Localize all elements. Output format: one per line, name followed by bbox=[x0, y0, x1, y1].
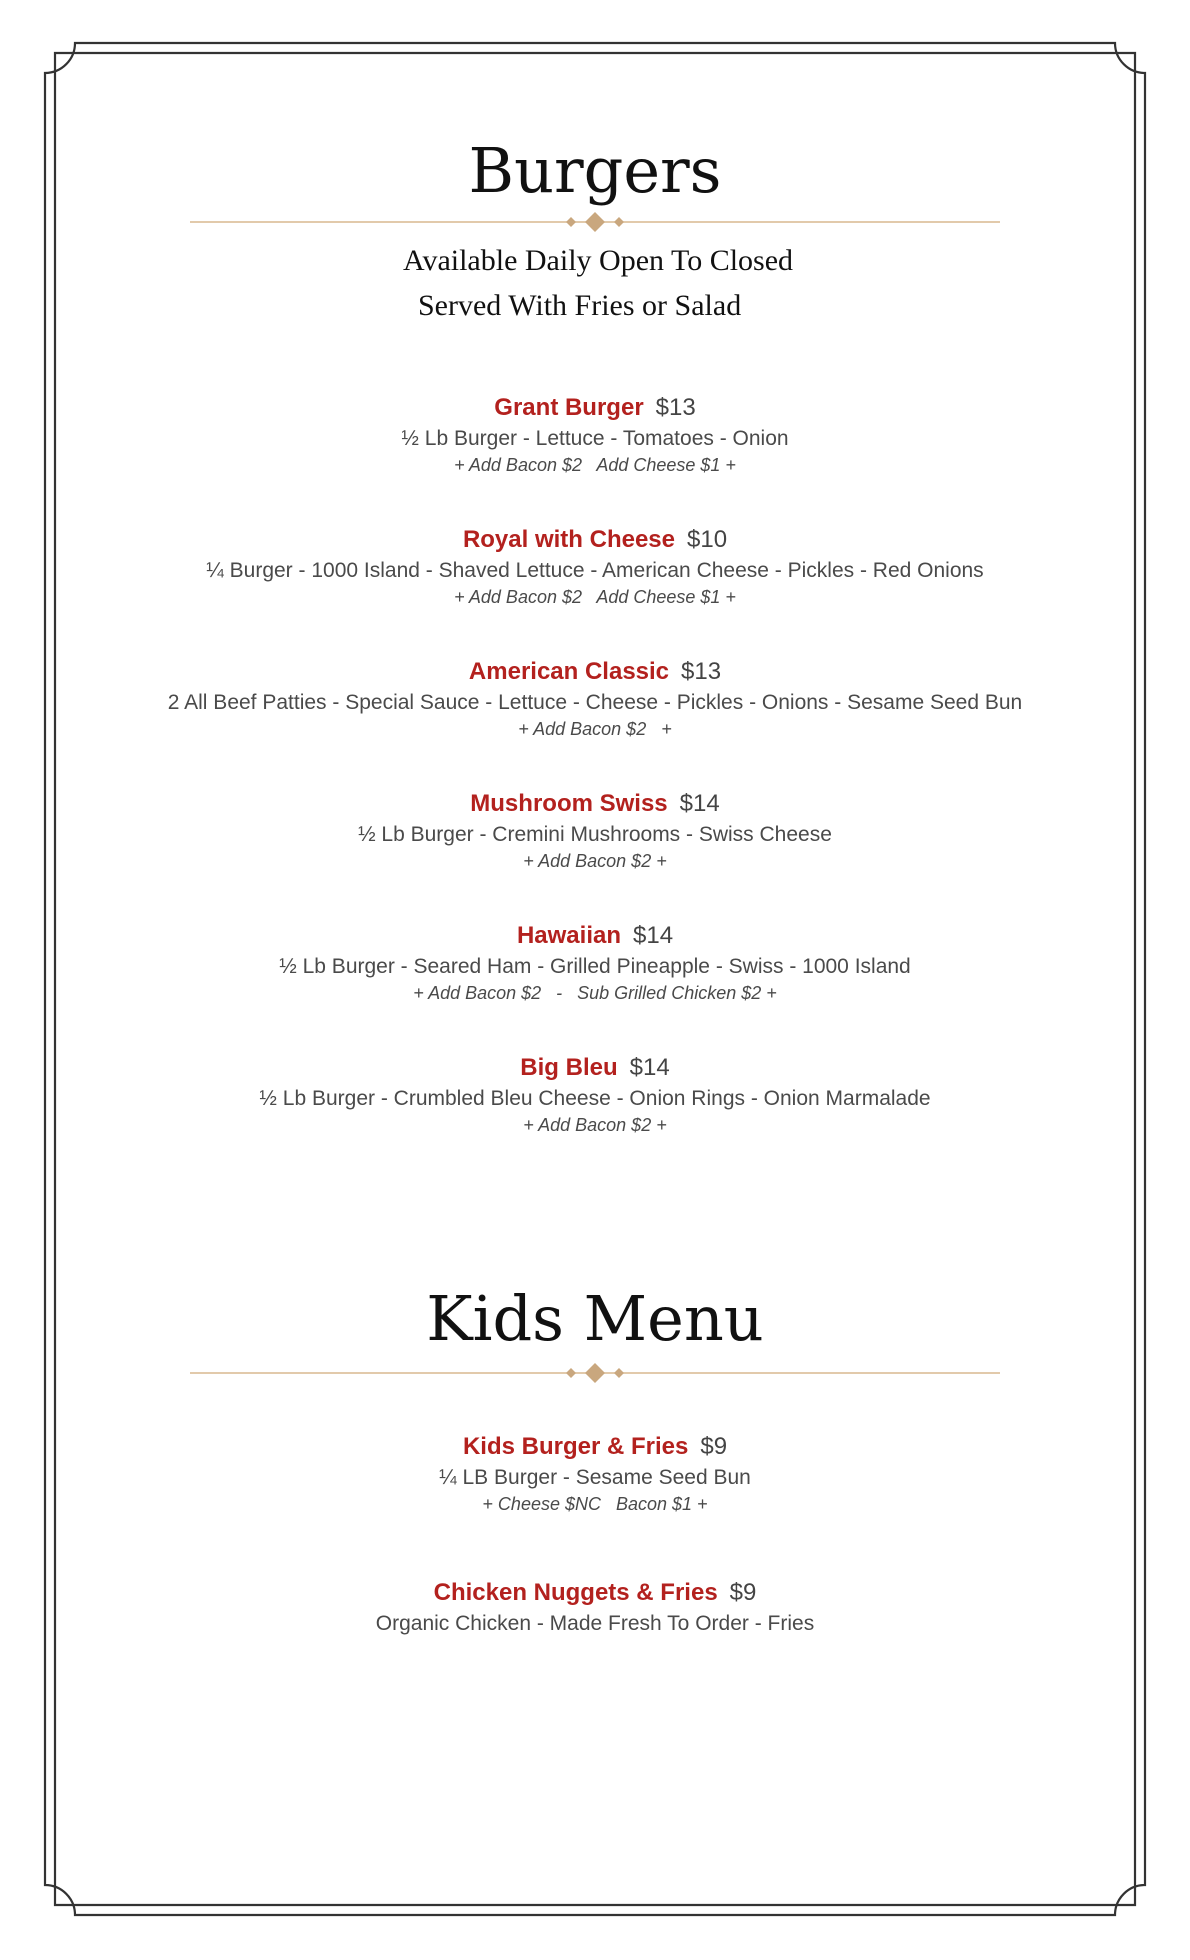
item-price: $14 bbox=[629, 1054, 670, 1081]
item-name: Big Bleu bbox=[520, 1054, 618, 1081]
item-addons: + Cheese $NC Bacon $1 + bbox=[482, 1494, 708, 1514]
item-addons: + Add Bacon $2 Add Cheese $1 + bbox=[454, 455, 736, 475]
item-addons: + Add Bacon $2 - Sub Grilled Chicken $2 + bbox=[413, 983, 777, 1003]
item-name: Kids Burger & Fries bbox=[462, 1433, 689, 1460]
menu-item-royal-with-cheese bbox=[0, 525, 1190, 609]
burgers-ornament-divider bbox=[190, 210, 1000, 234]
item-name: Hawaiian bbox=[516, 922, 621, 949]
item-price: $13 bbox=[655, 394, 696, 421]
menu-item-american-classic bbox=[0, 657, 1190, 741]
item-addons: + Add Bacon $2 + bbox=[518, 719, 672, 739]
item-name: Chicken Nuggets & Fries bbox=[433, 1579, 718, 1606]
item-name: Mushroom Swiss bbox=[470, 790, 668, 817]
item-description: ¼ Burger - 1000 Island - Shaved Lettuce - American Cheese - Pickles - Red Onions bbox=[206, 559, 984, 582]
menu-item-big-bleu bbox=[0, 1053, 1190, 1137]
item-name: American Classic bbox=[468, 658, 670, 685]
burgers-section-title: Burgers bbox=[468, 134, 722, 207]
menu-item-mushroom-swiss bbox=[0, 789, 1190, 873]
item-description: ½ Lb Burger - Lettuce - Tomatoes - Onion bbox=[401, 427, 789, 450]
item-price: $9 bbox=[729, 1579, 757, 1606]
item-addons: + Add Bacon $2 + bbox=[523, 1115, 667, 1135]
item-description: Organic Chicken - Made Fresh To Order - Fries bbox=[375, 1612, 815, 1635]
item-price: $14 bbox=[679, 790, 720, 817]
menu-item-grant-burger bbox=[0, 393, 1190, 477]
item-addons: + Add Bacon $2 Add Cheese $1 + bbox=[454, 587, 736, 607]
menu-item-chicken-nuggets bbox=[0, 1578, 1190, 1638]
item-description: ¼ LB Burger - Sesame Seed Bun bbox=[439, 1466, 751, 1489]
item-description: 2 All Beef Patties - Special Sauce - Lettuce - Cheese - Pickles - Onions - Sesame Seed Bun bbox=[167, 691, 1023, 714]
item-name: Royal with Cheese bbox=[462, 526, 675, 553]
menu-item-hawaiian bbox=[0, 921, 1190, 1005]
item-description: ½ Lb Burger - Crumbled Bleu Cheese - Onion Rings - Onion Marmalade bbox=[259, 1087, 931, 1110]
kids-section-title: Kids Menu bbox=[426, 1282, 764, 1355]
burgers-sides-note: Served With Fries or Salad bbox=[418, 289, 742, 322]
burgers-availability-note: Available Daily Open To Closed bbox=[403, 244, 794, 277]
item-price: $10 bbox=[687, 526, 728, 553]
item-addons: + Add Bacon $2 + bbox=[523, 851, 667, 871]
item-price: $13 bbox=[681, 658, 722, 685]
item-price: $9 bbox=[700, 1433, 728, 1460]
item-price: $14 bbox=[633, 922, 674, 949]
item-description: ½ Lb Burger - Cremini Mushrooms - Swiss Cheese bbox=[358, 823, 832, 846]
item-description: ½ Lb Burger - Seared Ham - Grilled Pineapple - Swiss - 1000 Island bbox=[279, 955, 911, 978]
kids-ornament-divider bbox=[190, 1361, 1000, 1385]
menu-item-kids-burger bbox=[0, 1432, 1190, 1516]
item-name: Grant Burger bbox=[494, 394, 644, 421]
